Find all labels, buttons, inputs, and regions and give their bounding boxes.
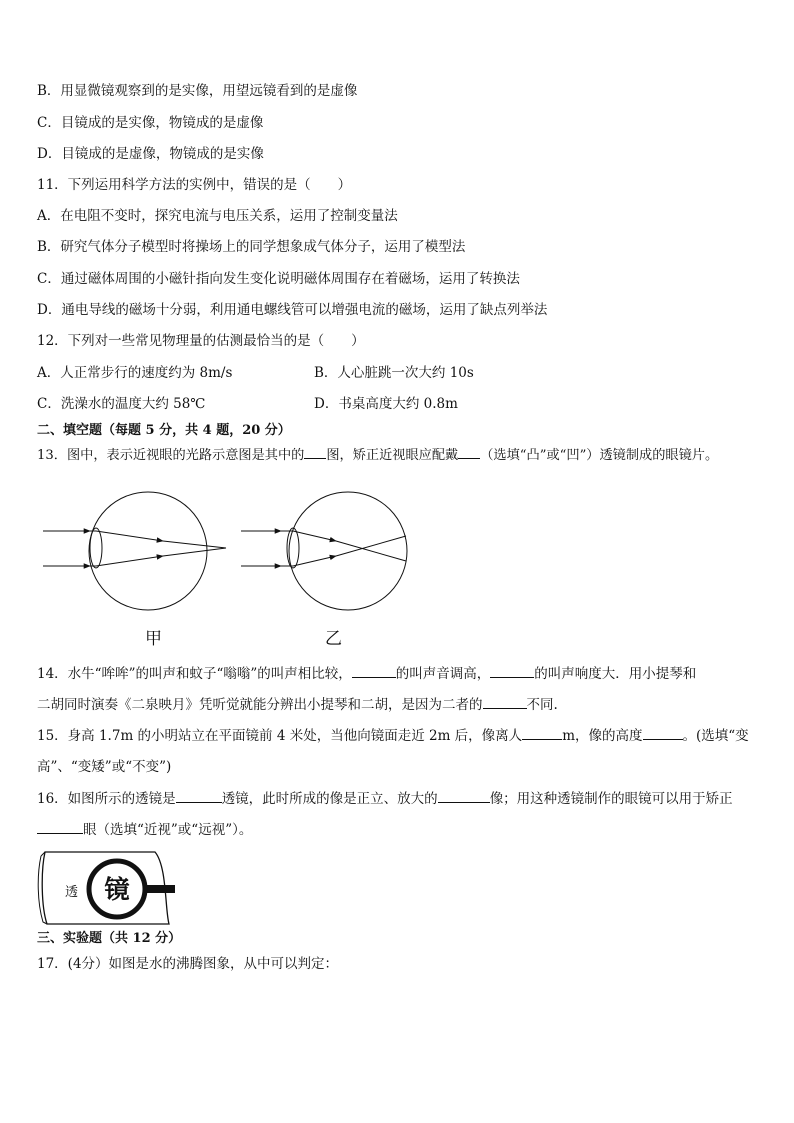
section-3-heading: 三、实验题（共 12 分） [37, 931, 182, 946]
q12-option-c: C．洗澡水的温度大约 58℃ [37, 396, 206, 412]
eye-diagram-right [236, 490, 416, 620]
q12-option-d: D．书桌高度大约 0.8m [314, 396, 458, 412]
q14-line-1 [37, 665, 696, 683]
q15-text-1: 15．身高 1.7m 的小明站立在平面镜前 4 米处，当他向镜面走近 2m 后，像离人 [37, 728, 523, 744]
q16-blank-3[interactable] [37, 821, 83, 834]
magnifier-figure [37, 848, 179, 928]
q16-blank-1[interactable] [176, 790, 222, 803]
q15-line-1 [37, 727, 749, 745]
magnifier-small-text: 透 [65, 885, 79, 900]
q14-line-2 [37, 696, 558, 714]
q14-blank-1[interactable] [352, 665, 396, 678]
q15-text-3: 。(选填“变 [682, 728, 749, 744]
q11-option-c: C．通过磁体周围的小磁针指向发生变化说明磁体周围存在着磁场，运用了转换法 [37, 271, 520, 287]
q11-stem: 11．下列运用科学方法的实例中，错误的是（ ） [37, 177, 352, 193]
q15-blank-2[interactable] [643, 727, 683, 740]
q13-blank-1[interactable] [304, 446, 326, 459]
q16-blank-2[interactable] [438, 790, 490, 803]
eye-diagram-right-label: 乙 [325, 629, 342, 649]
q12-option-b: B．人心脏跳一次大约 10s [314, 365, 474, 381]
q14-text-3: 的叫声响度大．用小提琴和 [534, 666, 697, 682]
eye-diagram-left [38, 490, 238, 620]
q15-line-2: 高”、“变矮”或“不变”) [37, 759, 172, 775]
q11-option-b: B．研究气体分子模型时将操场上的同学想象成气体分子，运用了模型法 [37, 239, 466, 255]
q13-stem [37, 446, 718, 465]
q13-blank-2[interactable] [458, 446, 480, 459]
q14-text-4: 二胡同时演奏《二泉映月》凭听觉就能分辨出小提琴和二胡，是因为二者的 [37, 697, 483, 713]
q11-option-d: D．通电导线的磁场十分弱，利用通电螺线管可以增强电流的磁场，运用了缺点列举法 [37, 302, 548, 318]
q16-line-1 [37, 790, 733, 808]
q13-text-1: 13．图中，表示近视眼的光路示意图是其中的 [37, 448, 305, 463]
q15-text-2: m，像的高度 [562, 728, 643, 744]
q14-blank-2[interactable] [490, 665, 534, 678]
q14-text-2: 的叫声音调高， [395, 666, 491, 682]
q14-text-5: 不同. [526, 697, 558, 713]
q13-text-2: 图，矫正近视眼应配戴 [326, 448, 459, 463]
q16-text-2: 透镜，此时所成的像是正立、放大的 [221, 791, 438, 807]
q16-line-2 [37, 821, 252, 839]
q12-option-a: A．人正常步行的速度约为 8m/s [37, 365, 233, 381]
q16-text-4: 眼（选填“近视”或“远视”）。 [83, 822, 253, 838]
q12-stem: 12．下列对一些常见物理量的估测最恰当的是（ ） [37, 333, 365, 349]
q10-option-b: B．用显微镜观察到的是实像，用望远镜看到的是虚像 [37, 83, 358, 99]
q16-text-1: 16．如图所示的透镜是 [37, 791, 176, 807]
q14-text-1: 14．水牛“哞哞”的叫声和蚊子“嗡嗡”的叫声相比较， [37, 666, 352, 682]
eye-diagram-left-label: 甲 [145, 629, 162, 649]
q13-text-3: （选填“凸”或“凹”）透镜制成的眼镜片。 [480, 448, 719, 463]
magnifier-big-text: 镜 [104, 875, 130, 904]
q15-blank-1[interactable] [522, 727, 562, 740]
q10-option-d: D．目镜成的是虚像，物镜成的是实像 [37, 146, 264, 162]
q16-text-3: 像；用这种透镜制作的眼镜可以用于矫正 [489, 791, 733, 807]
section-2-heading: 二、填空题（每题 5 分，共 4 题，20 分） [37, 423, 291, 438]
q14-blank-3[interactable] [483, 696, 527, 709]
q17-stem: 17．(4分）如图是水的沸腾图象，从中可以判定： [37, 956, 339, 972]
q10-option-c: C．目镜成的是实像，物镜成的是虚像 [37, 115, 264, 131]
q11-option-a: A．在电阻不变时，探究电流与电压关系，运用了控制变量法 [37, 208, 398, 224]
